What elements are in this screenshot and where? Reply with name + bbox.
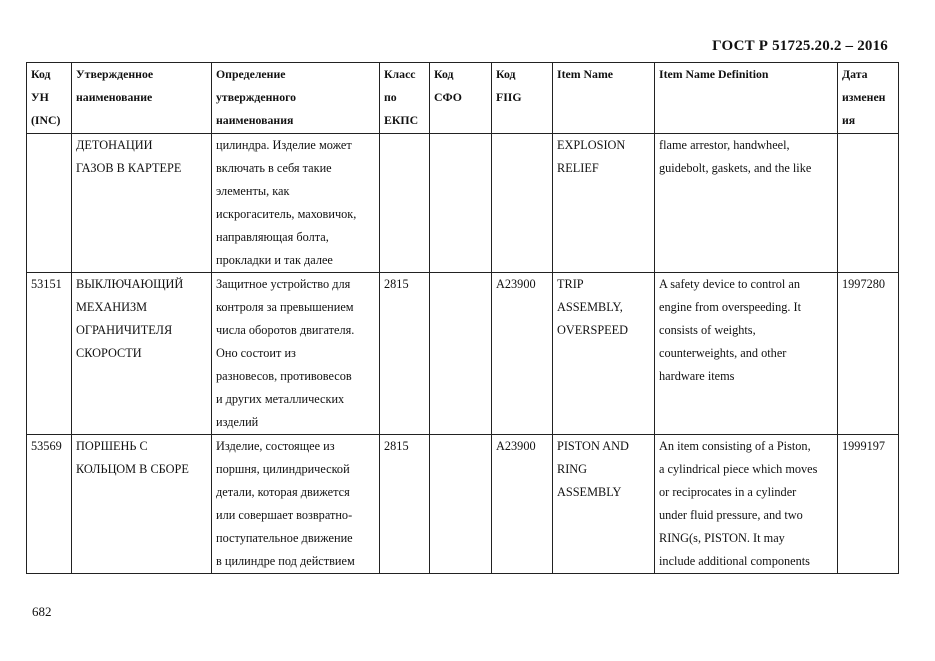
cell-item-name: PISTON AND RING ASSEMBLY [553, 435, 655, 574]
catalog-table [26, 62, 899, 574]
col-header-change-date: Дата изменен ия [838, 63, 899, 134]
col-header-ekps-class: Класс по ЕКПС [380, 63, 430, 134]
cell-fiig: A23900 [492, 435, 553, 574]
cell-date: 1999197 [838, 435, 899, 574]
cell-item-name: TRIP ASSEMBLY, OVERSPEED [553, 273, 655, 435]
cell-name: ДЕТОНАЦИИ ГАЗОВ В КАРТЕРЕ [72, 134, 212, 273]
cell-sfo [430, 435, 492, 574]
table-row [27, 435, 899, 574]
cell-sfo [430, 134, 492, 273]
cell-item-name: EXPLOSION RELIEF [553, 134, 655, 273]
cell-date [838, 134, 899, 273]
cell-definition: Изделие, состоящее из поршня, цилиндрической детали, которая движется или совершает возвратно- поступательное движение в цилиндре под действием [212, 435, 380, 574]
table-row [27, 273, 899, 435]
cell-code: 53151 [27, 273, 72, 435]
cell-definition: цилиндра. Изделие может включать в себя такие элементы, как искрогаситель, маховичок, направляющая болта, прокладки и так далее [212, 134, 380, 273]
cell-class [380, 134, 430, 273]
cell-item-definition: flame arrestor, handwheel, guidebolt, gaskets, and the like [655, 134, 838, 273]
cell-class: 2815 [380, 435, 430, 574]
cell-date: 1997280 [838, 273, 899, 435]
cell-fiig: A23900 [492, 273, 553, 435]
col-header-sfo-code: Код СФО [430, 63, 492, 134]
col-header-item-name-definition: Item Name Definition [655, 63, 838, 134]
cell-code [27, 134, 72, 273]
table-header-row [27, 63, 899, 134]
cell-definition: Защитное устройство для контроля за превышением числа оборотов двигателя. Оно состоит из разновесов, противовесов и других металлических изделий [212, 273, 380, 435]
col-header-definition: Определение утвержденного наименования [212, 63, 380, 134]
cell-item-definition: A safety device to control an engine from overspeeding. It consists of weights, counterweights, and other hardware items [655, 273, 838, 435]
col-header-fiig-code: Код FIIG [492, 63, 553, 134]
col-header-code-un: Код УН (INC) [27, 63, 72, 134]
cell-name: ВЫКЛЮЧАЮЩИЙ МЕХАНИЗМ ОГРАНИЧИТЕЛЯ СКОРОСТИ [72, 273, 212, 435]
col-header-approved-name: Утвержденное наименование [72, 63, 212, 134]
col-header-item-name: Item Name [553, 63, 655, 134]
cell-fiig [492, 134, 553, 273]
cell-sfo [430, 273, 492, 435]
cell-name: ПОРШЕНЬ С КОЛЬЦОМ В СБОРЕ [72, 435, 212, 574]
table-row [27, 134, 899, 273]
cell-code: 53569 [27, 435, 72, 574]
cell-class: 2815 [380, 273, 430, 435]
document-standard-header: ГОСТ Р 51725.20.2 – 2016 [712, 38, 888, 54]
page-number: 682 [32, 604, 52, 619]
cell-item-definition: An item consisting of a Piston, a cylindrical piece which moves or reciprocates in a cylinder under fluid pressure, and two RING(s, PISTON. It may include additional components [655, 435, 838, 574]
